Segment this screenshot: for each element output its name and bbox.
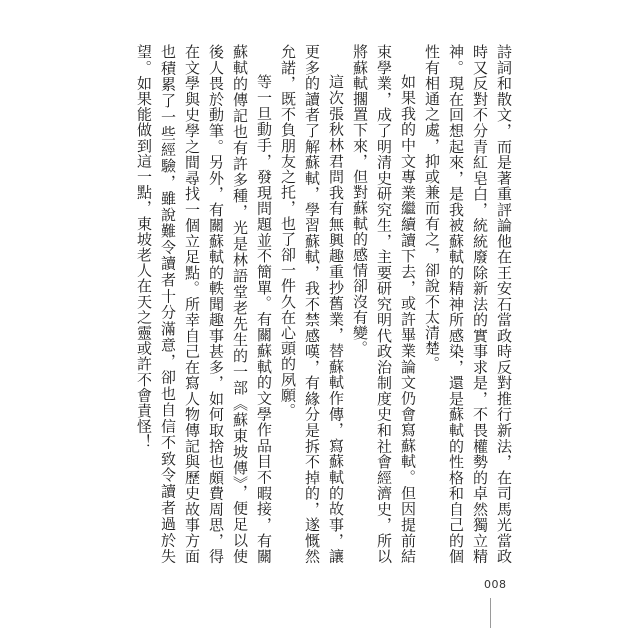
paragraph-4: 等一旦動手，發現問題並不簡單。有關蘇軾的文學作品目不暇接，有關蘇軾的傳記也有許多種，光是林語堂老先生的一部《蘇東坡傳》，便足以使後人畏於動筆。另外，有關蘇軾的軼聞趣事甚多，如何取捨也頗費周思，得在文學與史學之間尋找一個立足點。所幸自己在寫人物傳記與歷史故事方面也積累了一些經驗，雖說難令讀者十分滿意，卻也自信不致令讀者過於失望。如果能做到這一點，東坡老人在天之靈或許不會責怪！ [135,44,273,564]
page-number: 008 [484,578,507,591]
paragraph-3: 這次張秋林君問我有無興趣重抄舊業，替蘇軾作傳，寫蘇軾的故事，讓更多的讀者了解蘇軾，學習蘇軾，我不禁感嘆，有緣分是拆不掉的，遂慨然允諾，既不負朋友之托，也了卻一件久在心頭的夙願。 [279,44,345,564]
page-number-rule [490,598,491,628]
paragraph-1: 詩詞和散文，而是著重評論他在王安石當政時反對推行新法，在司馬光當政時又反對不分青紅皂白，統統廢除新法的實事求是，不畏權勢的卓然獨立精神。現在回想起來，是我被蘇軾的精神所感染，還是蘇軾的性格和自己的個性有相通之處，抑或兼而有之，卻說不太清楚。 [423,44,513,564]
paragraph-2: 如果我的中文專業繼續讀下去，或許畢業論文仍會寫蘇軾。但因提前結束學業，成了明清史研究生，主要研究明代政治制度史和社會經濟史，所以將蘇軾擱置下來，但對蘇軾的感情卻沒有變。 [351,44,417,564]
body-text [132,44,516,564]
